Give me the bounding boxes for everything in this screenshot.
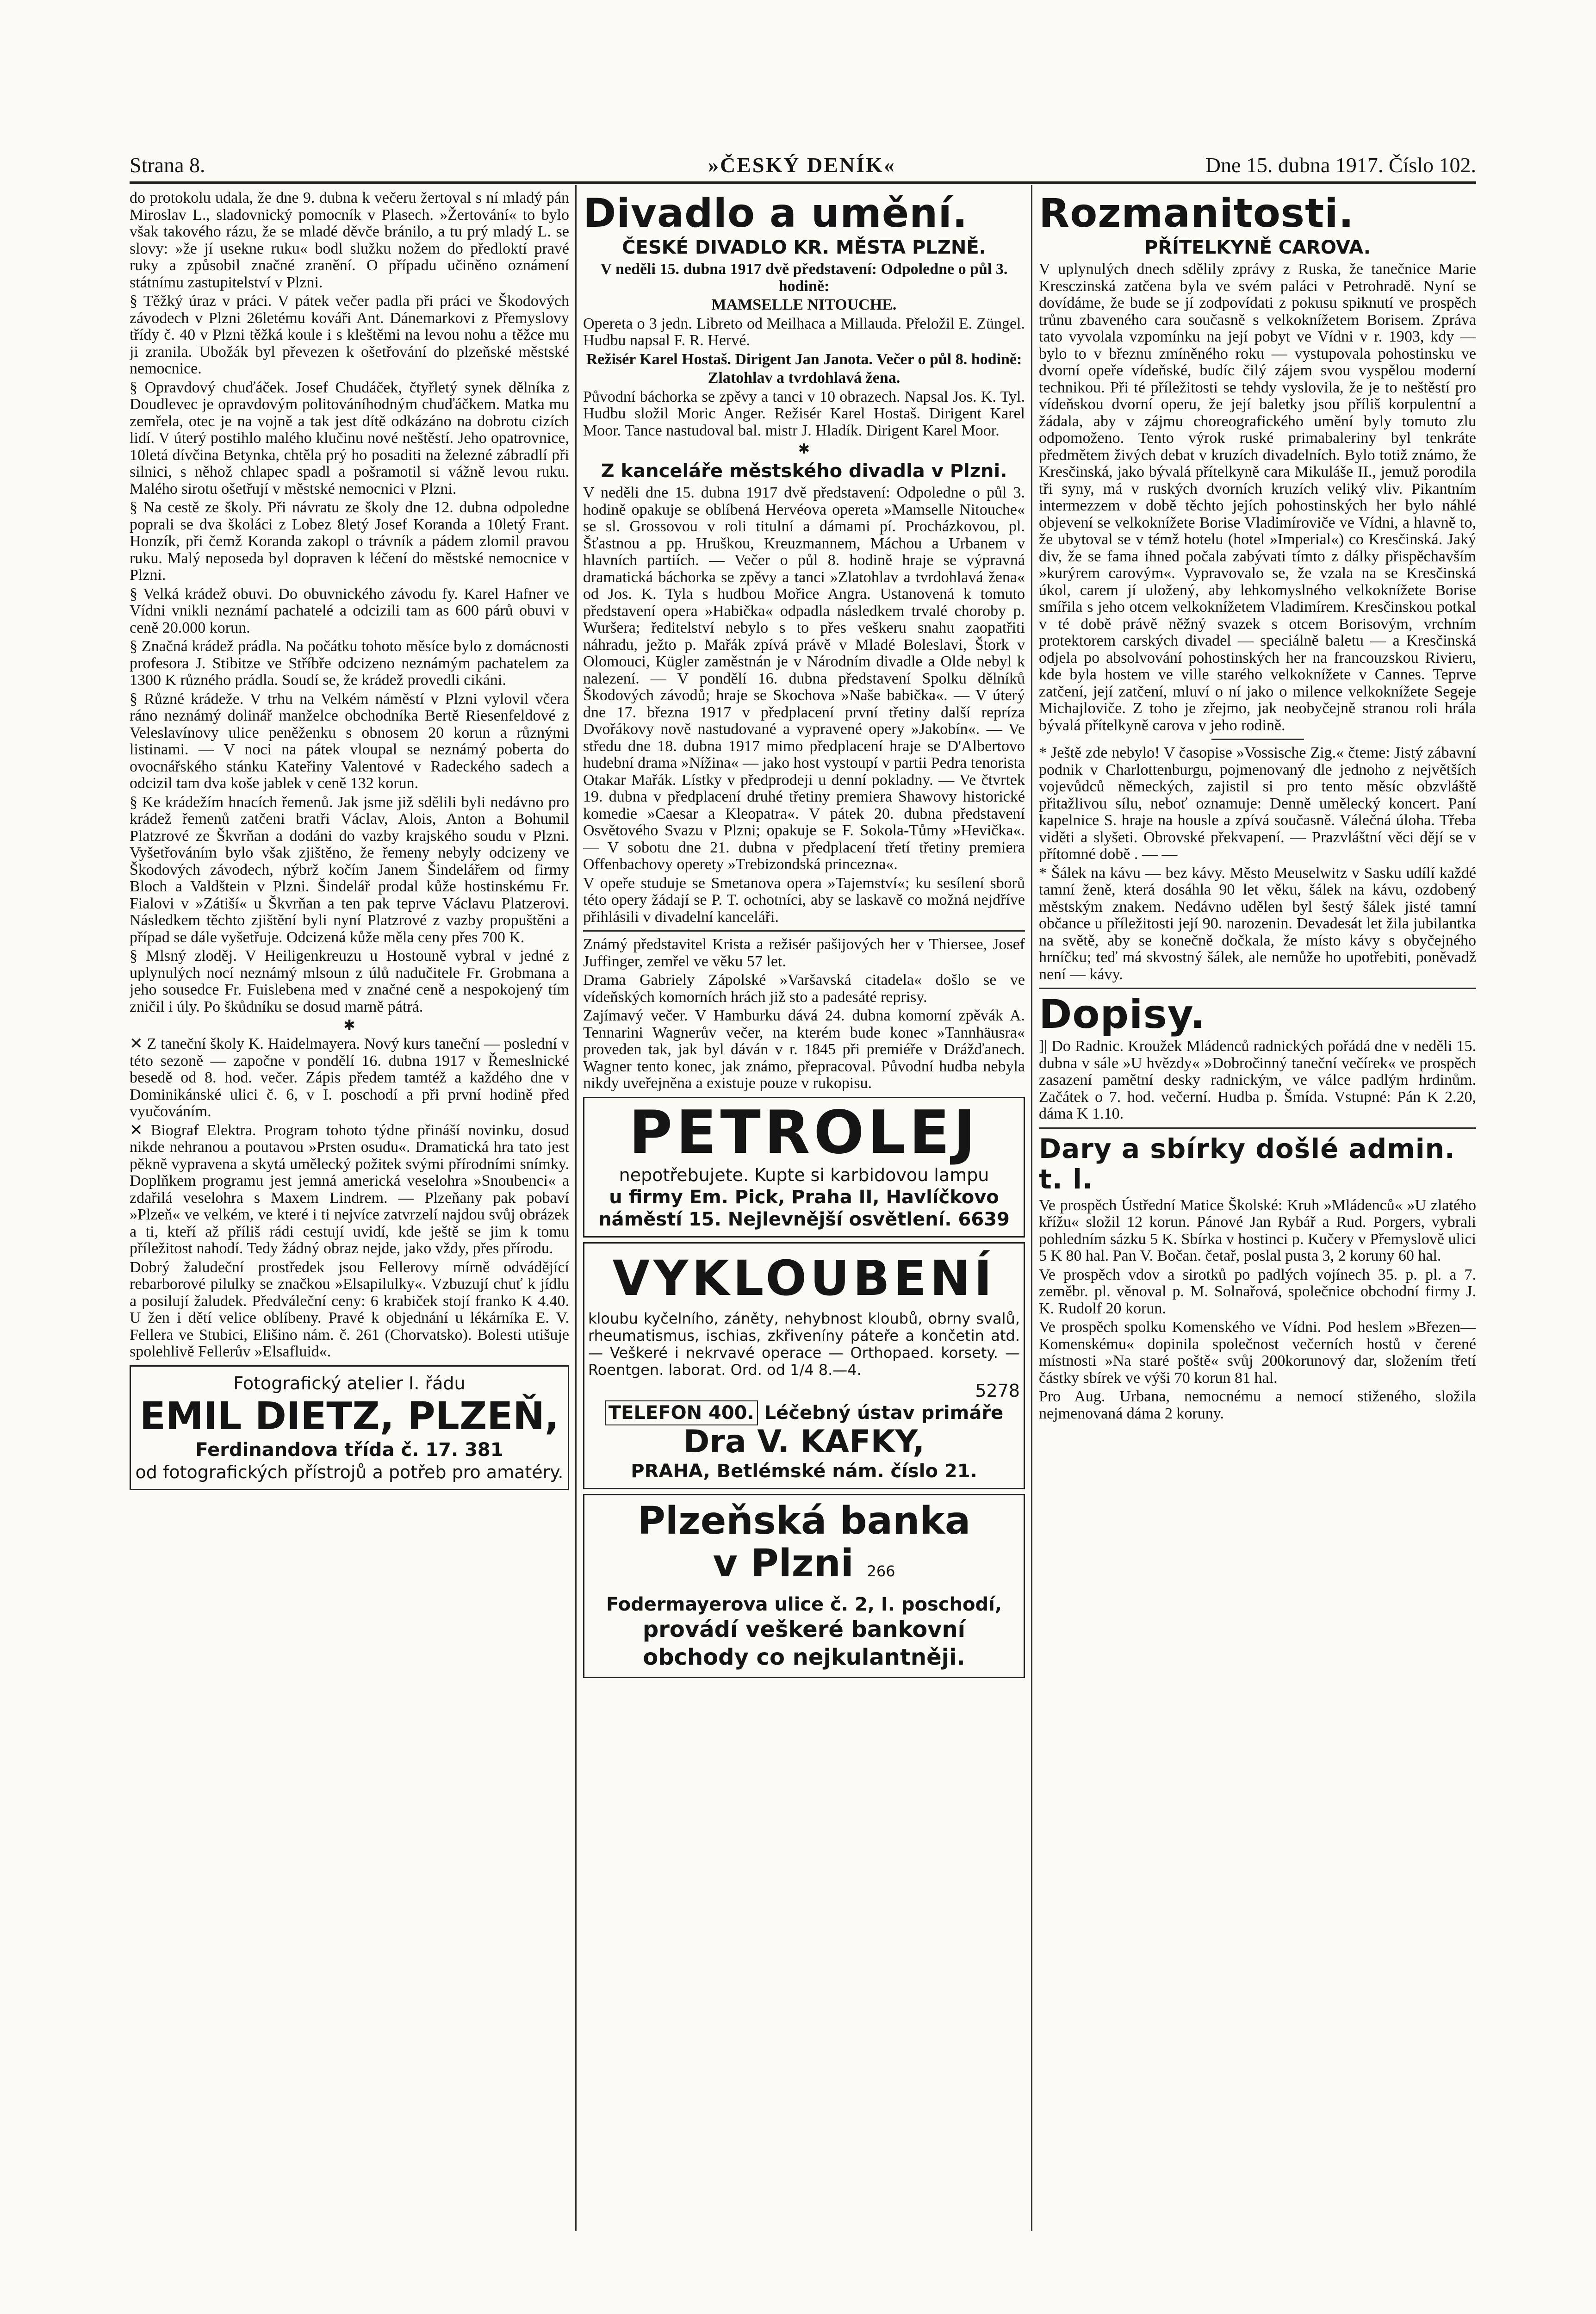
article: do protokolu udala, že dne 9. dubna k večeru žertoval s ní mladý pán Miroslav L., sladovnický pomocník v Plasech. »Žertování« to bylo však takového rázu, že se mladé děvče bránilo, a tu prý mladý L. se slovy: »že jí usekne ruku« bodl služku nožem do předloktí pravé ruky a způsobil značné zranění. O případu učiněno oznámení státnímu zastupitelství v Plzni. <box>130 190 569 291</box>
article: Ve prospěch vdov a sirotků po padlých vojínech 35. p. pl. a 7. zeměbr. pl. věnoval p. M. Solnařová, společnice obchodní firmy J. K. Rudolf 20 korun. <box>1039 1266 1476 1317</box>
ad-plzenska-banka <box>583 1494 1025 1678</box>
article: V uplynulých dnech sdělily zprávy z Ruska, že tanečnice Marie Kresczinská zatčena byla ve svém paláci v Petrohradě. Nyní se dovídáme, že bude se jí zodpovídati z pokusu spiknutí ve prospěch trůnu zbaveného cara současně s velkoknížetem Borisem. Zpráva tato vyvolala vzpomínku na její pobyt ve Vídni v r. 1903, kdy — bylo to v březnu zmíněného roku — vystupovala pohostinsku ve dvorní opeře vídeňské, budíc čilý zájem svou vyspělou moderní technikou. Při té příležitosti se tehdy vyslovila, že je to neštěstí pro vídeňskou dvorní operu, že její baletky jsou příliš korpulentní a žádala, aby v zájmu choreografického umění byly tomuto zlu odpomoženo. Tento výrok ruské primabaleriny byl tenkráte předmětem živých debat v kruzích divadelních. Bylo totiž známo, že Kresčinská, jako bývalá přítelkyně cara Mikuláše II., jemuž porodila tři syny, má v ruských dvorních kruzích veliký vliv. Pikantním intermezzem v době těchto jejích pohostinských her bylo náhlé objevení se velkoknížete Borise Vladimíroviče ve Vídni, a hlavně to, že ubytoval se v témž hotelu (hotel »Imperial«) co Kresčinská. Jaký div, že se fama ihned počala zabývati tímto z dálky přispěchavším »kurýrem carovým«. Vypravovalo se, že vzala na se Kresčinská úkol, carem jí uložený, aby lehkomyslného velkoknížete Borise smířila s jeho otcem velkoknížetem Vladimírem. Kresčinskou potkal v té době právě něžný svazek s otcem Borisovým, vrchním protektorem carských divadel — speciálně baletu — a Kresčinská odjela po absolvování pohostinských her na francouzskou Rivieru, kde byla hostem ve ville starého velkoknížete v Cannes. Teprve zatčení, její zatčení, mluví o ní jako o milence velkoknížete Segeje Michajloviče. Z toho je zřejmo, jak neobyčejně stranou roli hrála bývalá přítelkyně carova v jeho rodině. <box>1039 261 1476 734</box>
ad-line: Fodermayerova ulice č. 2, I. poschodí, <box>606 1593 1002 1615</box>
article: ]| Do Radnic. Kroužek Mládenců radnických pořádá dne v neděli 15. dubna v sále »U hvězdy« »Dobročinný taneční večírek« ve prospěch zasazení pamětní desky radnickým, ve válce padlým hrdinům. Začátek o 7. hod. večerní. Hudba p. Šmída. Vstupné: Pán K 2.20, dáma K 1.10. <box>1039 1038 1476 1122</box>
section-title: Dary a sbírky došlé admin. t. l. <box>1039 1132 1455 1195</box>
divider <box>1211 739 1304 740</box>
article: Pro Aug. Urbana, nemocnému a nemocí stiženého, složila nejmenovaná dáma 2 koruny. <box>1039 1388 1476 1422</box>
article: V opeře studuje se Smetanova opera »Tajemství«; ku sesílení sborů této opery žádají se P. T. ochotníci, aby se laskavě co možná nejdříve přihlásili v divadelní kanceláři. <box>583 874 1025 926</box>
article: * Šálek na kávu — bez kávy. Město Meuselwitz v Sasku udílí každé tamní ženě, která dosáhla 90 let věku, šálek na kávu, ozdobený městským znakem. Nedávno udělen byl šestý šálek jisté tamní občance u příležitosti její 90. narozenin. Devadesát let žila jubilantka na světě, aby se konečně dočkala, že místo kávy s obyčejného hrníčku; teď má skvostný šálek, ale nemůže ho upotřebiti, poněvadž není — kávy. <box>1039 864 1476 983</box>
ad-vykloubeni <box>583 1242 1025 1489</box>
subsection-title: Z kanceláře městského divadla v Plzni. <box>601 460 1007 482</box>
ad-number: 5278 <box>975 1380 1020 1401</box>
play-title: Zlatohlav a tvrdohlavá žena. <box>708 369 900 386</box>
ad-number: 381 <box>465 1439 503 1461</box>
play-info: Režisér Karel Hostaš. Dirigent Jan Janota. Večer o půl 8. hodině: <box>586 350 1022 368</box>
article: § Mlsný zloděj. V Heiligenkreuzu u Hostouně vybral v jedné z uplynulých nocí neznámý mlsoun z úlů nadučitele Fr. Grobmana a jeho sousedce Fr. Fuislebena med v značné ceně a nespokojený tím zničil i úly. Po škůdníku se dosud marně pátrá. <box>130 947 569 1015</box>
play-info: Původní báchorka se zpěvy a tanci v 10 obrazech. Napsal Jos. K. Tyl. Hudbu složil Moric Anger. Režisér Karel Hostaš. Dirigent Karel Moor. Tance nastudoval bal. mistr J. Hladík. Dirigent Karel Moor. <box>583 388 1025 439</box>
play-info: Opereta o 3 jedn. Libreto od Meilhaca a Millauda. Přeložil E. Züngel. Hudbu napsal F. R. Hervé. <box>583 315 1025 349</box>
ad-line: Ferdinandova třída č. 17. 381 <box>195 1439 503 1461</box>
separator-star: ✱ <box>798 441 810 457</box>
column-theatre <box>583 190 1025 2235</box>
column-local-news <box>130 190 569 2235</box>
article: V neděli dne 15. dubna 1917 dvě představení: Odpoledne o půl 3. hodině opakuje se oblíbená Hervéova opereta »Mamselle Nitouche« se sl. Grossovou v roli titulní a dámami pí. Procházkovou, pl. Šťastnou a pp. Hruškou, Kreuzmannem, Máchou a Urbanem v hlavních partiích. — Večer o půl 8. hodině hraje se výpravná dramatická báchorka se zpěvy a tanci »Zlatohlav a tvrdohlavá žena« od Jos. K. Tyla s hudbou Mořice Angra. Ustanovená k tomuto představení opera »Habička« odpadla následkem trvalé choroby p. Wuršera; ředitelství nebylo s to přes veškeru snahu zaopatřiti náhradu, ježto p. Mařák zpívá právě v Mladé Boleslavi, Štork v Olomouci, Kügler zaměstnán je v Národním divadle a Olde nebyl k nalezení. — V pondělí 16. dubna představení Spolku dělníků Škodových závodů; hraje se Skochova »Naše babička«. — V úterý dne 17. března 1917 v předplacení první třetiny další repríza Dvořákovy nově nastudované a vypravené opery »Jakobín«. — Ve středu dne 18. dubna 1917 mimo předplacení hraje se D'Albertovo hudební drama »Nížina« — jako host vystoupí v partii Pedra tenorista Otakar Mařák. Lístky v předprodeji u denní pokladny. — Ve čtvrtek 19. dubna v předplacení druhé třetiny premiera Shawovy historické komedie »Caesar a Kleopatra«. V pátek 20. dubna představení Osvětového Svazu v Plzni; opakuje se F. Sokola-Tůmy »Hevička«. — V sobotu dne 21. dubna v předplacení třetí třetiny premiera Offenbachovy operety »Trebizondská princezna«. <box>583 484 1025 873</box>
telephone-box: TELEFON 400. <box>605 1400 758 1425</box>
article: * Ještě zde nebylo! V časopise »Vossische Zig.« čteme: Jistý zábavní podnik v Charlottenburgu, pojmenovaný dle jednoho z největších vojevůdců německých, zajistil si pro tento měsíc obzvláště přitažlivou sílu, neboť oznamuje: Denně umělecký koncert. Paní kapelnice S. hraje na housle a zpívá současně. Válečná úloha. Třeba viděti a slyšeti. Obrovské překvapení. — Prazvláštní věci dějí se v přítomné době . — — <box>1039 744 1476 863</box>
ad-line: náměstí 15. Nejlevnější osvětlení. 6639 <box>598 1208 1010 1230</box>
ad-line: od fotografických přístrojů a potřeb pro amatéry. <box>135 1462 564 1482</box>
masthead: »ČESKÝ DENÍK« <box>708 153 896 177</box>
article: § Značná krádež prádla. Na počátku tohoto měsíce bylo z domácnosti profesora J. Stibitze ve Stříbře odcizeno neznámým pachatelem za 1300 K různého prádla. Soudí se, že krádež provedli cikáni. <box>130 638 569 689</box>
ad-title: v Plzni 266 <box>713 1541 895 1586</box>
column-miscellany <box>1039 190 1476 2235</box>
column-divider <box>1031 185 1032 2231</box>
ad-number: 266 <box>867 1562 895 1580</box>
article: ✕ Biograf Elektra. Program tohoto týdne přináší novinku, dosud nikde nehranou a poutavou »Prsten osudu«. Dramatická hra tato jest pěkně vypravena a skytá umělecký požitek svými přírodními snímky. Doplňkem programu jest jemná americká veselohra »Snoubenci« a zdařilá veselohra s Maxem Lindrem. — Plzeňany pak pobaví »Plzeň« ve velkém, ve které i ti nejvíce zatvrzelí najdou svůj obrázek a ti, kteří až příliš rádi cestují uvidí, kde ještě se jim k tomu příležitost nahodí. Tedy žádný obraz nejde, jako vždy, přes přírodu. <box>130 1121 569 1257</box>
ad-line: kloubu kyčelního, záněty, nehybnost kloubů, obrny svalů, rheumatismus, ischias, zkřivenínу páteře a končetin atd. — Veškeré i nekrvavé operace — Orthopaed. korsety. — Roentgen. laborat. Ord. od 1/4 8.—4. <box>588 1309 1020 1379</box>
article: § Ke krádežím hnacích řemenů. Jak jsme již sdělili byli nedávno pro krádež řemenů zatčeni bratři Václav, Alois, Anton a Bohumil Platzrové ze Škvrňan a dodáni do vazby krajského soudu v Plzni. Vyšetřováním bylo však zjištěno, že řemeny nebyly odcizeny ve Škodových závodech, nýbrž kočím Janem Šindelářem od firmy Bloch a Valdštein v Plzni. Šindelář prodal kůže hostinskému Fr. Fialovi v »Zátiší« u Škvrňan a ten pak teprve Václavu Platzerovi. Následkem těchto zjištění byli nyní Platzrové z vazby propuštěni a případ se dále vyšetřuje. Odcizená kůže měla ceny přes 700 K. <box>130 793 569 946</box>
article: § Různé krádeže. V trhu na Velkém náměstí v Plzni vylovil včera ráno neznámý dolinář manželce obchodníka Bertě Riesenfeldové z Veleslavínovy ulice peněženku s obnosem 20 korun a různými listinami. — V noci na pátek vloupal se neznámý poberta do ovocnářského stánku Kateřiny Valentové v Radeckého sadech a odcizil tam dva koše jablek v ceně 132 korun. <box>130 690 569 792</box>
ad-line: PRAHA, Betlémské nám. číslo 21. <box>631 1460 977 1482</box>
article: Ve prospěch spolku Komenského ve Vídni. Pod heslem »Březen—Komenskému« dopinila společnost večerních hostů v čerené místnosti »Na staré poště« svůj 200korunový dar, složením třetí částky sbírek ve výši 70 korun 81 hal. <box>1039 1319 1476 1387</box>
ad-line: Fotografický atelier I. řádu <box>233 1373 466 1393</box>
article: Známý představitel Krista a režisér pašijových her v Thiersee, Josef Juffinger, zemřel ve věku 57 let. <box>583 936 1025 970</box>
article: Drama Gabriely Zápolské »Varšavská citadela« došlo se ve vídeňských komorních hrách již sto a padesáté reprisy. <box>583 971 1025 1006</box>
section-title: Divadlo a umění. <box>583 190 968 236</box>
ad-headline: VYKLOUBENÍ <box>612 1250 996 1306</box>
page-number: Strana 8. <box>130 153 205 177</box>
article: § Opravdový chuďáček. Josef Chudáček, čtyřletý synek dělníka z Doudlevec je opravdovým politováníhodným chuďáčkem. Matka mu zemřela, otec je na vojně a tak jest dítě odkázáno na dobrotu cizích lidí. V úterý postihlo malého klučinu nové neštěstí. Jeho opatrovnice, 10letá dívčina Betynka, chtěla prý ho posaditi na železné zábradlí při silnici, s něhož chlapec spadl a pošramotil si vážně levou ruku. Malého sirotu ošetřují v městské nemocnici v Plzni. <box>130 379 569 498</box>
divider <box>1039 1127 1476 1129</box>
article: Dobrý žaludeční prostředek jsou Fellerovy mírně odvádějící rebarborové pilulky se značkou »Elsapilulky«. Vzbuzují chuť k jídlu a posilují žaludek. Předváleční ceny: 6 krabiček stojí franko K 4.40. U žen i dětí velice oblíbeny. Pravé k objednání u lékárníka E. V. Fellera ve Stubici, Elišino nám. č. 261 (Chorvatsko). Bolesti utišuje spolehlivě Fellerův »Elsafluid«. <box>130 1258 569 1360</box>
section-title: Rozmanitosti. <box>1039 190 1354 236</box>
divider <box>583 930 1025 932</box>
article: Ve prospěch Ústřední Matice Školské: Kruh »Mládenců« »U zlatého křížu« složil 12 korun. Pánové Jan Rybář a Rud. Porgers, vybrali pohledním sázku 5 K. Sbírka v hostinci p. Kučery v Přemyslově ulici 5 K 80 hal. Pan V. Bočan. četař, poslal pusta 3, 2 koruny 60 hal. <box>1039 1196 1476 1264</box>
ad-title: Plzeňská banka <box>637 1499 971 1543</box>
ad-doctor: Dra V. KAFKY, <box>683 1423 925 1460</box>
program-intro: V neděli 15. dubna 1917 dvě představení: Odpoledne o půl 3. hodině: <box>600 261 1008 295</box>
ad-line: nepotřebujete. Kupte si karbidovou lampu <box>619 1164 989 1185</box>
header-rule <box>130 181 1476 184</box>
play-title: MAMSELLE NITOUCHE. <box>711 296 897 313</box>
separator-star: ✱ <box>343 1017 355 1033</box>
page-header <box>130 148 1476 180</box>
article: § Velká krádež obuvi. Do obuvnického závodu fy. Karel Hafner ve Vídni vnikli neznámí pachatelé a odcizili tam as 600 párů obuvi v ceně 20.000 korun. <box>130 585 569 636</box>
divider <box>1039 988 1476 989</box>
theatre-name: ČESKÉ DIVADLO KR. MĚSTA PLZNĚ. <box>622 237 986 258</box>
article: § Na cestě ze školy. Při návratu ze školy dne 12. dubna odpoledne poprali se dva školáci z Lobez 8letý Josef Koranda a 10letý Frant. Honzík, při čemž Koranda zakopl o trávník a pádem zlomil pravou ruku. Malý neposeda byl dopraven k léčení do městské nemocnice v Plzni. <box>130 499 569 584</box>
section-title: Dopisy. <box>1039 991 1206 1038</box>
ad-photo-atelier <box>130 1365 569 1490</box>
ad-line: TELEFON 400. Léčebný ústav primáře <box>588 1403 1020 1423</box>
article: ✕ Z taneční školy K. Haidelmayera. Nový kurs taneční — poslední v této sezoně — započne v pondělí 16. dubna 1917 v Řemeslnické besedě od 8. hod. večer. Zápis předem tamtéž a každého dne v Dominikánské ulici č. 6, v I. poschodí a při první hodině před vyučováním. <box>130 1035 569 1120</box>
ad-title: EMIL DIETZ, PLZEŇ, <box>139 1394 559 1438</box>
column-divider <box>575 185 577 2231</box>
article: Zajímavý večer. V Hamburku dává 24. dubna komorní zpěvák A. Tennarini Wagnerův večer, na kterém bude konec »Tannhäusra« proveden tak, jak byl dáván v r. 1845 při premiéře v Drážďanech. Wagner tento konec, jak známo, přepracoval. Původní hudba nebyla nikdy uveřejněna a existuje pouze v rukopisu. <box>583 1007 1025 1092</box>
ad-headline: PETROLEJ <box>629 1098 979 1167</box>
ad-line: u firmy Em. Pick, Praha II, Havlíčkovo <box>609 1186 999 1208</box>
issue-date: Dne 15. dubna 1917. Číslo 102. <box>1205 153 1476 177</box>
article: § Těžký úraz v práci. V pátek večer padla při práci ve Škodových závodech v Plzni 26letému kováři Ant. Dánemarkovi z Přemyslovy třídy č. 40 v Plzni těžká koule i s kleštěmi na levou nohu a těžce mu ji zranila. Ubožák byl převezen k ošetřování do plzeňské městské nemocnice. <box>130 292 569 377</box>
article-title: PŘÍTELKYNĚ CAROVA. <box>1144 237 1371 258</box>
ad-number: 6639 <box>958 1208 1010 1230</box>
ad-petrolej <box>583 1097 1025 1238</box>
ad-line: obchody co nejkulantněji. <box>643 1644 965 1670</box>
ad-line: provádí veškeré bankovní <box>642 1616 966 1642</box>
